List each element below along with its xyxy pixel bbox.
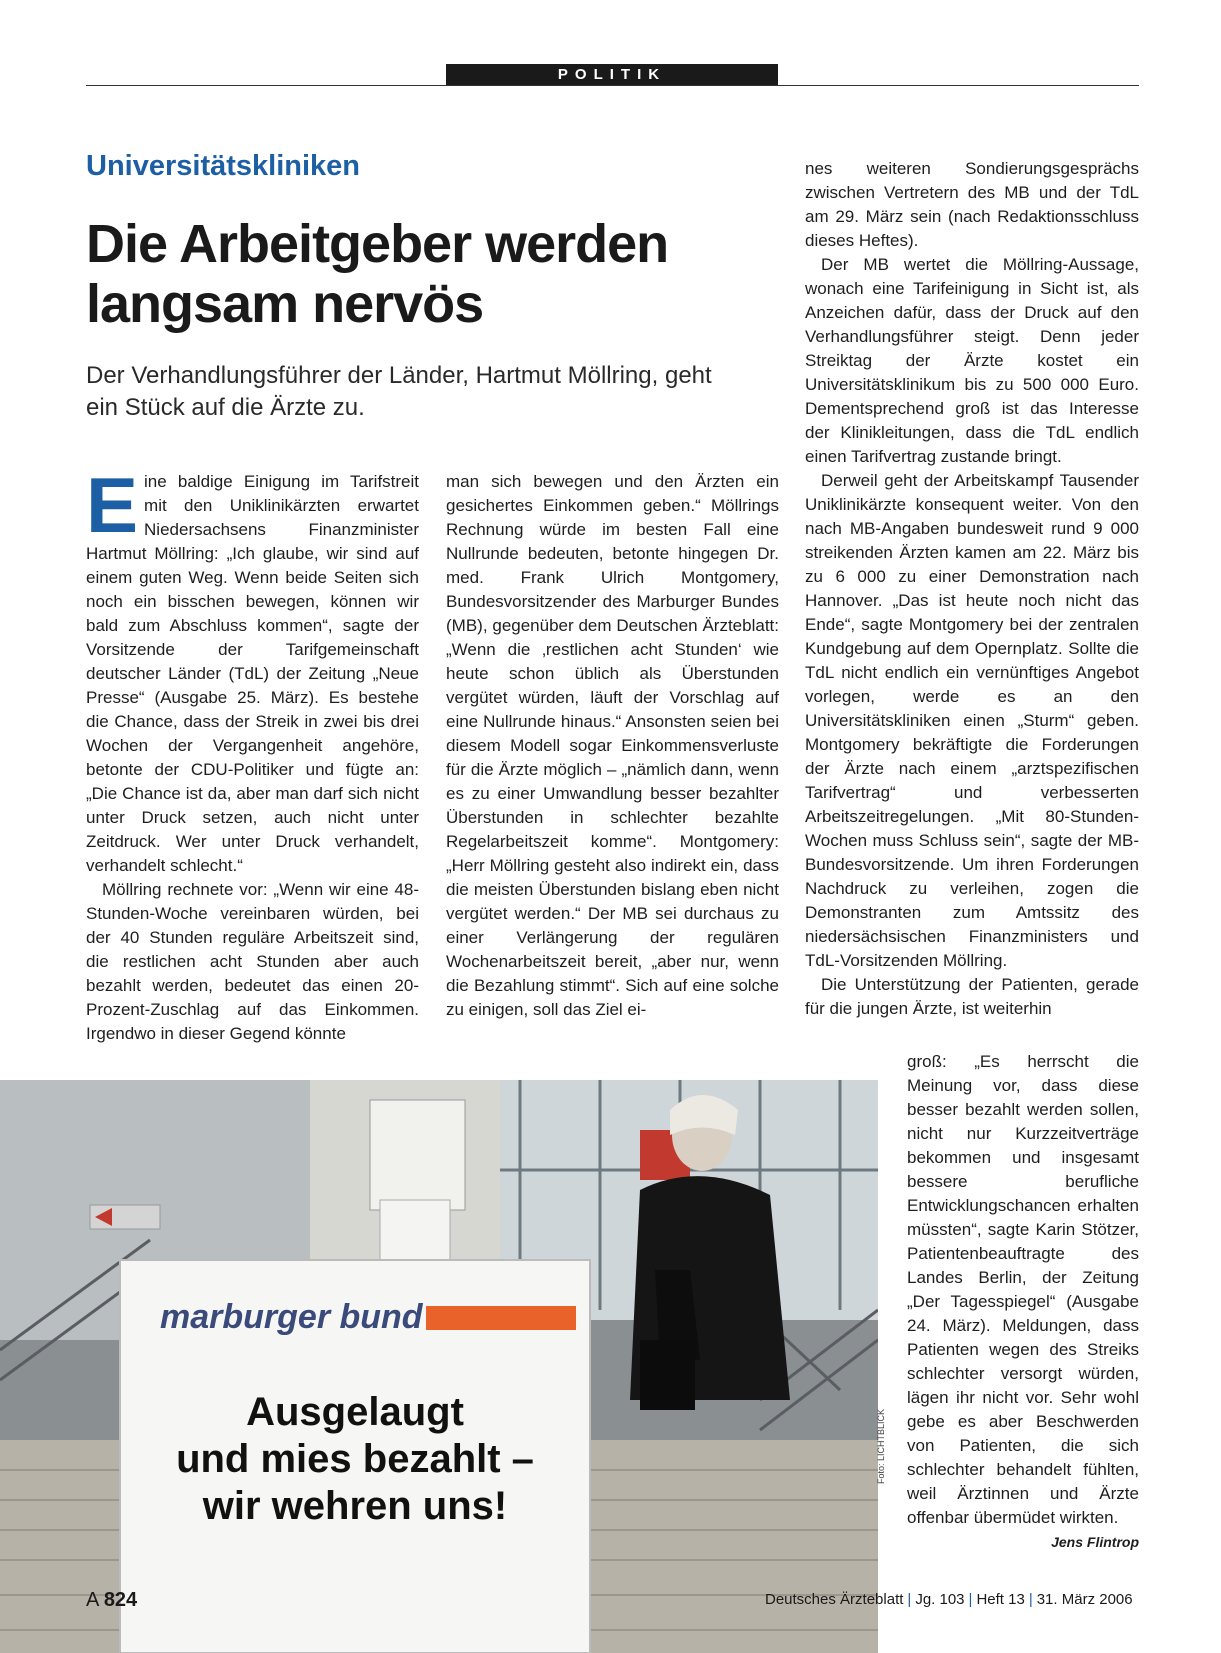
- separator: |: [907, 1591, 912, 1608]
- journal-volume: Jg. 103: [915, 1591, 965, 1608]
- journal-name: Deutsches Ärzteblatt: [765, 1591, 904, 1608]
- article-subhead: Der Verhandlungsführer der Länder, Hartmut Möllring, geht ein Stück auf die Ärzte zu.: [86, 362, 712, 421]
- paragraph: nes weiteren Sondierungsgesprächs zwischen Vertretern des MB und der TdL am 29. März sein (nach Redaktionsschluss dieses Heftes).: [805, 159, 1139, 250]
- photo-illustration: [0, 1080, 878, 1653]
- article-headline: Die Arbeitgeber werden langsam nervös: [86, 214, 669, 334]
- page-number-value: 824: [103, 1589, 138, 1611]
- paragraph: Die Unterstützung der Patienten, gerade für die jungen Ärzte, ist weiterhin: [805, 975, 1139, 1018]
- paragraph: man sich bewegen und den Ärzten ein gesichertes Einkommen geben.“ Möllrings Rechnung würde im besten Fall eine Nullrunde bedeuten, betonte hingegen Dr. med. Frank Ulrich Montgomery, Bundesvorsitzender des Marburger Bundes (MB), gegenüber dem Deutschen Ärzteblatt: „Wenn die ‚restlichen acht Stunden‘ wie heute schon üblich als Überstunden vergütet würden, läuft der Vorschlag auf eine Nullrunde hinaus.“ Ansonsten seien bei diesem Modell sogar Einkommensverluste für die Ärzte möglich – „nämlich dann, wenn es zu einer Umwandlung besser bezahlter Überstunden in schlechter bezahlte Regelarbeitszeit komme“. Montgomery: „Herr Möllring gesteht also indirekt ein, dass die meisten Überstunden bislang eben nicht vergütet werden.“ Der MB sei durchaus zu einer Verlängerung der regulären Wochenarbeitszeit bereit, „aber nur, wenn die Bezahlung stimmt“. Sich auf eine solche zu einigen, soll das Ziel ei-: [446, 472, 779, 1019]
- paragraph: [907, 1050, 1139, 1550]
- article-kicker: Universitätskliniken: [86, 150, 360, 182]
- separator: |: [968, 1591, 973, 1608]
- journal-date: 31. März 2006: [1036, 1591, 1133, 1608]
- sign-line-1: Ausgelaugt: [246, 1390, 464, 1434]
- drop-cap: E: [86, 461, 139, 549]
- paragraph: Der MB wertet die Möllring-Aussage, wonach eine Tarifeinigung in Sicht ist, als Anzeichen dafür, dass der Druck auf den Verhandlungsführer steigt. Denn jeder Streiktag der Ärzte kostet ein Universitätsklinikum bis zu 500 000 Euro. Dementsprechend groß ist das Interesse der Klinikleitungen, dass die TdL endlich einen Tarifvertrag zustande bringt.: [805, 255, 1139, 466]
- separator: |: [1028, 1591, 1033, 1608]
- paragraph: Möllring rechnete vor: „Wenn wir eine 48-Stunden-Woche vereinbaren würden, bei der 40 Stunden reguläre Arbeitszeit sind, die restlichen acht Stunden aber auch bezahlt werden, bedeutet das einen 20-Prozent-Zuschlag auf das Einkommen. Irgendwo in dieser Gegend könnte: [86, 880, 419, 1043]
- article-photo: [0, 1080, 878, 1653]
- paragraph: [86, 461, 419, 878]
- article-column-3-continued: [907, 1050, 1139, 1554]
- section-label: POLITIK: [446, 64, 778, 85]
- sign-line-2: und mies bezahlt –: [176, 1437, 534, 1481]
- article-column-2: [446, 470, 779, 1022]
- footer-citation: [765, 1591, 1133, 1608]
- paragraph-text: groß: „Es herrscht die Meinung vor, dass diese besser bezahlt werden sollen, nicht nur Kurzzeitverträge bekommen und insgesamt bessere berufliche Entwicklungschancen erhalten müssten“, sagte Karin Stötzer, Patientenbeauftragte des Landes Berlin, der Zeitung „Der Tagesspiegel“ (Ausgabe 24. März). Meldungen, dass Patienten wegen des Streiks schlechter versorgt würden, lägen ihr nicht vor. Sehr wohl gebe es aber Beschwerden von Patienten, die sich schlechter behandelt fühlten, weil Ärztinnen und Ärzte offenbar übermüdet wirkten.: [907, 1052, 1139, 1527]
- journal-issue: Heft 13: [976, 1591, 1025, 1608]
- photo-credit: Foto: LICHTBLICK: [876, 1408, 886, 1484]
- page-prefix: A: [86, 1589, 99, 1611]
- page-number: [86, 1589, 137, 1612]
- paragraph-text: ine baldige Einigung im Tarifstreit mit den Uniklinikärzten erwartet Niedersachsens Finanzminister Hartmut Möllring: „Ich glaube, wir sind auf einem guten Weg. Wenn beide Seiten sich noch ein bisschen bewegen, können wir bald zum Abschluss kommen“, sagte der Vorsitzende der Tarifgemeinschaft deutscher Länder (TdL) der Zeitung „Neue Presse“ (Ausgabe 25. März). Es bestehe die Chance, dass der Streik in zwei bis drei Wochen der Vergangenheit angehöre, betonte der CDU-Politiker und fügte an: „Die Chance ist da, aber man darf sich nicht unter Druck setzen, auch nicht unter Zeitdruck. Wer unter Druck verhandelt, verhandelt schlecht.“: [86, 472, 419, 875]
- sign-line-3: wir wehren uns!: [202, 1484, 508, 1528]
- header-rule: [86, 85, 1139, 86]
- sign-brand-text: marburger bund: [160, 1298, 423, 1336]
- author-byline: Jens Flintrop: [1051, 1534, 1139, 1550]
- paragraph: Derweil geht der Arbeitskampf Tausender Uniklinikärzte konsequent weiter. Von den nach MB-Angaben bundesweit rund 9 000 streikenden Ärzten kamen am 22. März bis zu 6 000 zu einer Demonstration nach Hannover. „Das ist heute noch nicht das Ende“, sagte Montgomery bei der zentralen Kundgebung auf dem Opernplatz. Sollte die TdL nicht endlich ein vernünftiges Angebot vorlegen, werde es an den Universitätskliniken einen „Sturm“ geben. Montgomery bekräftigte die Forderungen der Ärzte nach einem „arztspezifischen Tarifvertrag“ und verbesserten Arbeitszeitregelungen. „Mit 80-Stunden-Wochen muss Schluss sein“, sagte der MB-Bundesvorsitzende. Um ihren Forderungen Nachdruck zu verleihen, zogen die Demonstranten zum Amtssitz des niedersächsischen Finanzministers und TdL-Vorsitzenden Möllring.: [805, 471, 1139, 970]
- article-column-3: [805, 157, 1139, 1021]
- article-column-1: [86, 461, 419, 1046]
